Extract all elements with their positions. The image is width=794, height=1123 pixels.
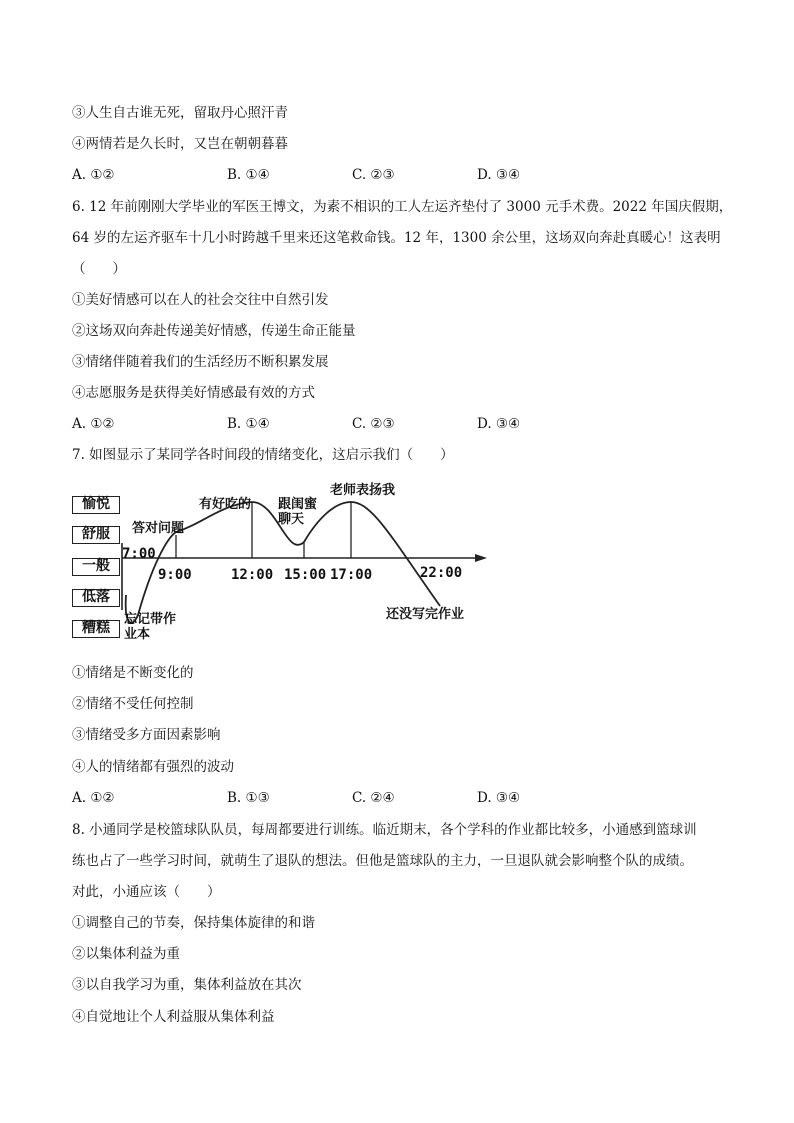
time-tick-1700: 17:00 <box>330 567 373 583</box>
q8-item-4: ④自觉地让个人利益服从集体利益 <box>72 1009 275 1025</box>
q5-item-4: ④两情若是久长时，又岂在朝朝暮暮 <box>72 136 288 152</box>
q5-option-a: A. ①② <box>72 167 115 183</box>
q5-option-b: B. ①④ <box>227 167 270 183</box>
x-axis-arrow <box>475 554 487 562</box>
q6-item-3: ③情绪伴随着我们的生活经历不断积累发展 <box>72 354 329 370</box>
q6-option-d: D. ③④ <box>477 416 521 432</box>
q7-option-c: C. ②④ <box>352 790 395 806</box>
q6-option-a: A. ①② <box>72 416 115 432</box>
annotation-homework-unfinished: 还没写完作业 <box>386 607 465 622</box>
q6-item-2: ②这场双向奔赴传递美好情感，传递生命正能量 <box>72 323 356 339</box>
level-label-2: 舒服 <box>72 526 120 544</box>
q6-option-b: B. ①④ <box>227 416 270 432</box>
annotation-chat-friend: 跟闺蜜聊天 <box>278 497 318 527</box>
annotation-answered: 答对问题 <box>132 521 185 536</box>
q6-option-c: C. ②③ <box>352 416 395 432</box>
q7-item-4: ④人的情绪都有强烈的波动 <box>72 759 234 775</box>
q6-stem-line-2: 64 岁的左运齐驱车十几小时跨越千里来还这笔救命钱。12 年，1300 余公里，这场双向奔赴真暖心！这表明 <box>72 230 721 246</box>
q7-item-1: ①情绪是不断变化的 <box>72 665 194 681</box>
time-tick-1200: 12:00 <box>231 567 274 583</box>
level-label-3: 一般 <box>72 558 120 576</box>
time-tick-0700: 7:00 <box>122 546 156 562</box>
level-label-1: 愉悦 <box>72 496 120 514</box>
annotation-teacher-praise: 老师表扬我 <box>330 483 396 498</box>
q7-option-d: D. ③④ <box>477 790 521 806</box>
q7-stem: 7. 如图显示了某同学各时间段的情绪变化，这启示我们（ ） <box>72 447 454 463</box>
q6-stem-line-1: 6. 12 年前刚刚大学毕业的军医王博文，为素不相识的工人左运齐垫付了 3000 元手术费。2022 年国庆假期， <box>72 199 733 215</box>
level-label-5: 糟糕 <box>72 620 120 638</box>
annotation-forgot-homework: 忘记带作业本 <box>124 612 177 642</box>
time-tick-0900: 9:00 <box>158 567 192 583</box>
q6-item-1: ①美好情感可以在人的社会交往中自然引发 <box>72 292 329 308</box>
level-label-4: 低落 <box>72 589 120 607</box>
q5-item-3: ③人生自古谁无死，留取丹心照汗青 <box>72 105 288 121</box>
q7-option-b: B. ①③ <box>227 790 270 806</box>
q8-item-2: ②以集体利益为重 <box>72 946 180 962</box>
q7-option-a: A. ①② <box>72 790 115 806</box>
q8-item-3: ③以自我学习为重，集体利益放在其次 <box>72 977 302 993</box>
q8-item-1: ①调整自己的节奏，保持集体旋律的和谐 <box>72 915 315 931</box>
q7-item-2: ②情绪不受任何控制 <box>72 696 194 712</box>
q6-item-4: ④志愿服务是获得美好情感最有效的方式 <box>72 385 315 401</box>
time-tick-2200: 22:00 <box>420 565 463 581</box>
q8-stem-line-1: 8. 小通同学是校篮球队队员，每周都要进行训练。临近期末，各个学科的作业都比较多，小通感到篮球训 <box>72 822 697 838</box>
annotation-good-food: 有好吃的 <box>199 497 252 512</box>
q5-option-d: D. ③④ <box>477 167 521 183</box>
q8-stem-line-2: 练也占了一些学习时间，就萌生了退队的想法。但他是篮球队的主力，一旦退队就会影响整个队的成绩。 <box>72 853 693 869</box>
q6-stem-line-3: （ ） <box>72 261 126 277</box>
q5-option-c: C. ②③ <box>352 167 395 183</box>
q8-stem-line-3: 对此，小通应该（ ） <box>72 884 221 900</box>
q7-item-3: ③情绪受多方面因素影响 <box>72 727 221 743</box>
time-tick-1500: 15:00 <box>284 567 327 583</box>
